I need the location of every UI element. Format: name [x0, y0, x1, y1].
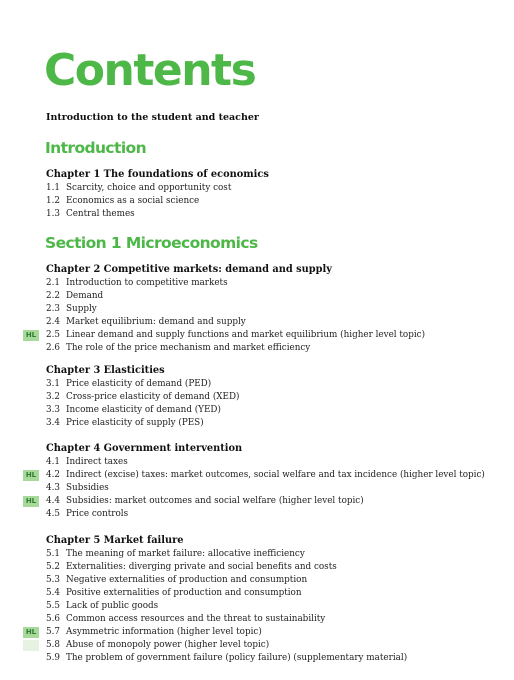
toc-entry	[46, 587, 302, 599]
entry-number: 2.1	[46, 278, 60, 288]
entry-number: 3.3	[46, 405, 60, 415]
entry-text: The role of the price mechanism and market efficiency	[66, 343, 311, 353]
entry-number: 5.9	[46, 653, 60, 663]
entry-text: Introduction to competitive markets	[66, 278, 228, 288]
entry-text: Cross-price elasticity of demand (XED)	[66, 392, 240, 402]
entry-number: 4.5	[46, 509, 60, 519]
toc-entry	[46, 469, 485, 481]
higher-level-badge: HL	[23, 627, 39, 638]
toc-entry	[46, 600, 158, 612]
toc-entry	[46, 342, 310, 354]
toc-entry	[46, 639, 269, 651]
entry-text: Abuse of monopoly power (higher level topic)	[66, 640, 270, 650]
entry-number: 1.1	[46, 183, 60, 193]
toc-entry	[46, 613, 325, 625]
entry-number: 4.2	[46, 470, 60, 480]
entry-number: 2.6	[46, 343, 60, 353]
entry-number: 2.5	[46, 330, 60, 340]
entry-text: Market equilibrium: demand and supply	[66, 317, 246, 327]
toc-entry	[46, 508, 128, 520]
entry-number: 5.2	[46, 562, 60, 572]
toc-entry	[46, 574, 307, 586]
entry-number: 3.2	[46, 392, 60, 402]
entry-text: Scarcity, choice and opportunity cost	[66, 183, 232, 193]
entry-text: Subsidies: market outcomes and social welfare (higher level topic)	[66, 496, 364, 506]
entry-number: 4.4	[46, 496, 60, 506]
toc-entry	[46, 277, 228, 289]
toc-entry	[46, 316, 246, 328]
entry-text: Price controls	[66, 509, 129, 519]
toc-entry	[46, 182, 231, 194]
chapter-title: Chapter 2 Competitive markets: demand and supply	[46, 264, 332, 275]
entry-text: Income elasticity of demand (YED)	[66, 405, 221, 415]
entry-number: 3.4	[46, 418, 60, 428]
chapter-title: Chapter 1 The foundations of economics	[46, 169, 269, 180]
section-heading: Introduction	[45, 139, 147, 157]
toc-entry	[46, 495, 364, 507]
entry-text: Asymmetric information (higher level topic)	[66, 627, 262, 637]
entry-text: Demand	[66, 291, 104, 301]
entry-text: Linear demand and supply functions and market equilibrium (higher level topic)	[66, 330, 426, 340]
toc-entry	[46, 290, 103, 302]
toc-entry	[46, 482, 109, 494]
higher-level-badge: HL	[23, 330, 39, 341]
toc-entry	[46, 417, 204, 429]
page-title: Contents	[44, 45, 256, 96]
entry-number: 5.6	[46, 614, 60, 624]
higher-level-badge: HL	[23, 496, 39, 507]
toc-entry	[46, 378, 211, 390]
chapter-title: Chapter 5 Market failure	[46, 535, 184, 546]
entry-text: Externalities: diverging private and social benefits and costs	[66, 562, 337, 572]
entry-text: Price elasticity of supply (PES)	[66, 418, 204, 428]
toc-entry	[46, 561, 337, 573]
entry-number: 5.8	[46, 640, 60, 650]
entry-number: 5.1	[46, 549, 60, 559]
entry-number: 2.4	[46, 317, 60, 327]
entry-text: Economics as a social science	[66, 196, 200, 206]
toc-entry	[46, 303, 97, 315]
entry-number: 1.3	[46, 209, 60, 219]
entry-text: The meaning of market failure: allocative inefficiency	[66, 549, 305, 559]
entry-text: Central themes	[66, 209, 135, 219]
entry-number: 5.4	[46, 588, 60, 598]
toc-entry	[46, 208, 135, 220]
entry-text: The problem of government failure (policy failure) (supplementary material)	[66, 653, 408, 663]
higher-level-marker	[23, 640, 39, 651]
chapter-title: Chapter 3 Elasticities	[46, 365, 165, 376]
intro-line: Introduction to the student and teacher	[46, 112, 259, 123]
entry-text: Indirect taxes	[66, 457, 128, 467]
entry-number: 4.3	[46, 483, 60, 493]
toc-entry	[46, 195, 199, 207]
toc-entry	[46, 626, 262, 638]
entry-number: 2.3	[46, 304, 60, 314]
entry-text: Price elasticity of demand (PED)	[66, 379, 212, 389]
toc-entry	[46, 652, 407, 664]
entry-text: Negative externalities of production and consumption	[66, 575, 308, 585]
entry-text: Positive externalities of production and consumption	[66, 588, 302, 598]
entry-text: Common access resources and the threat to sustainability	[66, 614, 326, 624]
toc-entry	[46, 391, 239, 403]
entry-number: 5.3	[46, 575, 60, 585]
section-heading: Section 1 Microeconomics	[45, 234, 258, 252]
entry-number: 3.1	[46, 379, 60, 389]
entry-number: 1.2	[46, 196, 60, 206]
toc-entry	[46, 456, 128, 468]
toc-entry	[46, 329, 425, 341]
chapter-title: Chapter 4 Government intervention	[46, 443, 243, 454]
higher-level-badge: HL	[23, 470, 39, 481]
entry-text: Lack of public goods	[66, 601, 159, 611]
entry-number: 5.5	[46, 601, 60, 611]
entry-text: Supply	[66, 304, 97, 314]
entry-text: Indirect (excise) taxes: market outcomes, social welfare and tax incidence (higher level topic)	[66, 470, 485, 480]
entry-text: Subsidies	[66, 483, 109, 493]
toc-entry	[46, 548, 305, 560]
entry-number: 4.1	[46, 457, 60, 467]
toc-entry	[46, 404, 221, 416]
entry-number: 5.7	[46, 627, 60, 637]
entry-number: 2.2	[46, 291, 60, 301]
